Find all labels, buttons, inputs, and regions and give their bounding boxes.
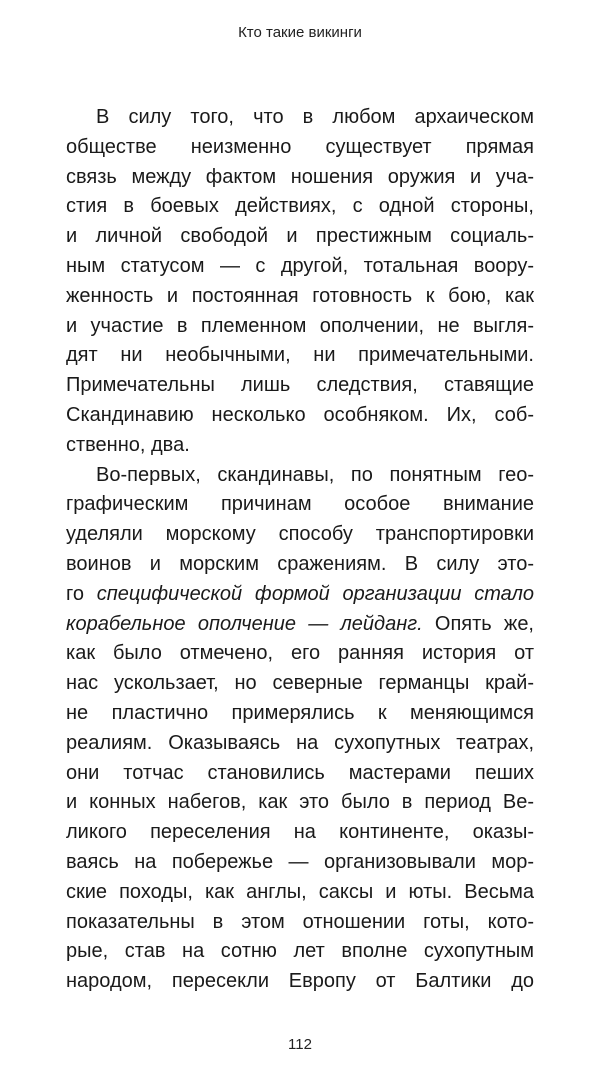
text-segment: го bbox=[66, 582, 97, 605]
body-text bbox=[66, 103, 534, 997]
text-line bbox=[66, 312, 534, 342]
text-segment: Скандинавию несколько особняком. Их, соб- bbox=[66, 403, 534, 426]
text-line bbox=[66, 937, 534, 967]
text-line bbox=[66, 133, 534, 163]
text-segment: не пластично примерялись к меняющимся bbox=[66, 701, 534, 724]
text-segment: ственно, два. bbox=[66, 433, 190, 456]
text-line bbox=[66, 669, 534, 699]
text-line bbox=[66, 550, 534, 580]
text-segment: В силу того, что в любом архаическом bbox=[96, 106, 534, 128]
text-segment: ликого переселения на континенте, оказы- bbox=[66, 821, 534, 844]
text-line bbox=[66, 520, 534, 550]
text-line bbox=[66, 759, 534, 789]
text-line bbox=[66, 341, 534, 371]
text-segment: стия в боевых действиях, с одной стороны, bbox=[66, 195, 534, 218]
text-line bbox=[66, 461, 534, 491]
text-line bbox=[66, 788, 534, 818]
italic-text: специфической формой организации стало bbox=[96, 582, 534, 605]
text-segment: Примечательны лишь следствия, ставящие bbox=[66, 374, 534, 397]
text-line bbox=[66, 848, 534, 878]
text-line bbox=[66, 192, 534, 222]
text-segment: реалиям. Оказываясь на сухопутных театрах, bbox=[66, 731, 534, 754]
text-segment: нас ускользает, но северные германцы край- bbox=[66, 672, 534, 695]
text-segment: Во-первых, скандинавы, по понятным гео- bbox=[96, 463, 534, 486]
italic-text: корабельное ополчение — лейданг. bbox=[66, 612, 423, 635]
page-number: 112 bbox=[288, 1036, 312, 1053]
text-segment: связь между фактом ношения оружия и уча- bbox=[66, 165, 534, 188]
text-segment: Опять же, bbox=[422, 612, 534, 635]
text-line bbox=[66, 818, 534, 848]
text-segment: они тотчас становились мастерами пеших bbox=[66, 761, 534, 784]
text-segment: уделяли морскому способу транспортировки bbox=[66, 523, 534, 546]
text-segment: и участие в племенном ополчении, не выгля- bbox=[66, 314, 534, 337]
text-line bbox=[66, 222, 534, 252]
text-line bbox=[66, 729, 534, 759]
text-line bbox=[66, 371, 534, 401]
text-line bbox=[66, 282, 534, 312]
text-line bbox=[66, 639, 534, 669]
text-segment: рые, став на сотню лет вполне сухопутным bbox=[66, 940, 534, 963]
text-line bbox=[66, 103, 534, 133]
text-line bbox=[66, 490, 534, 520]
text-line bbox=[66, 163, 534, 193]
text-segment: и личной свободой и престижным социаль- bbox=[66, 225, 534, 248]
text-segment: обществе неизменно существует прямая bbox=[66, 135, 534, 158]
text-line bbox=[66, 401, 534, 431]
text-line bbox=[66, 580, 534, 610]
text-segment: народом, пересекли Европу от Балтики до bbox=[66, 970, 534, 993]
text-segment: женность и постоянная готовность к бою, как bbox=[66, 284, 534, 307]
text-segment: графическим причинам особое внимание bbox=[66, 493, 534, 516]
text-line bbox=[66, 252, 534, 282]
text-line bbox=[66, 908, 534, 938]
text-segment: ваясь на побережье — организовывали мор- bbox=[66, 850, 534, 873]
running-head: Кто такие викинги bbox=[238, 24, 362, 41]
text-line bbox=[66, 699, 534, 729]
text-segment: воинов и морским сражениям. В силу это- bbox=[66, 552, 534, 575]
text-segment: и конных набегов, как это было в период Ве- bbox=[66, 791, 534, 814]
text-line bbox=[66, 878, 534, 908]
text-line bbox=[66, 967, 534, 997]
text-segment: как было отмечено, его ранняя история от bbox=[66, 642, 534, 665]
text-segment: дят ни необычными, ни примечательными. bbox=[66, 344, 534, 367]
text-line bbox=[66, 610, 534, 640]
text-line bbox=[66, 431, 534, 461]
text-segment: ские походы, как англы, саксы и юты. Весьма bbox=[66, 880, 534, 903]
text-segment: показательны в этом отношении готы, кото- bbox=[66, 910, 534, 933]
text-segment: ным статусом — с другой, тотальная воору- bbox=[66, 254, 534, 277]
